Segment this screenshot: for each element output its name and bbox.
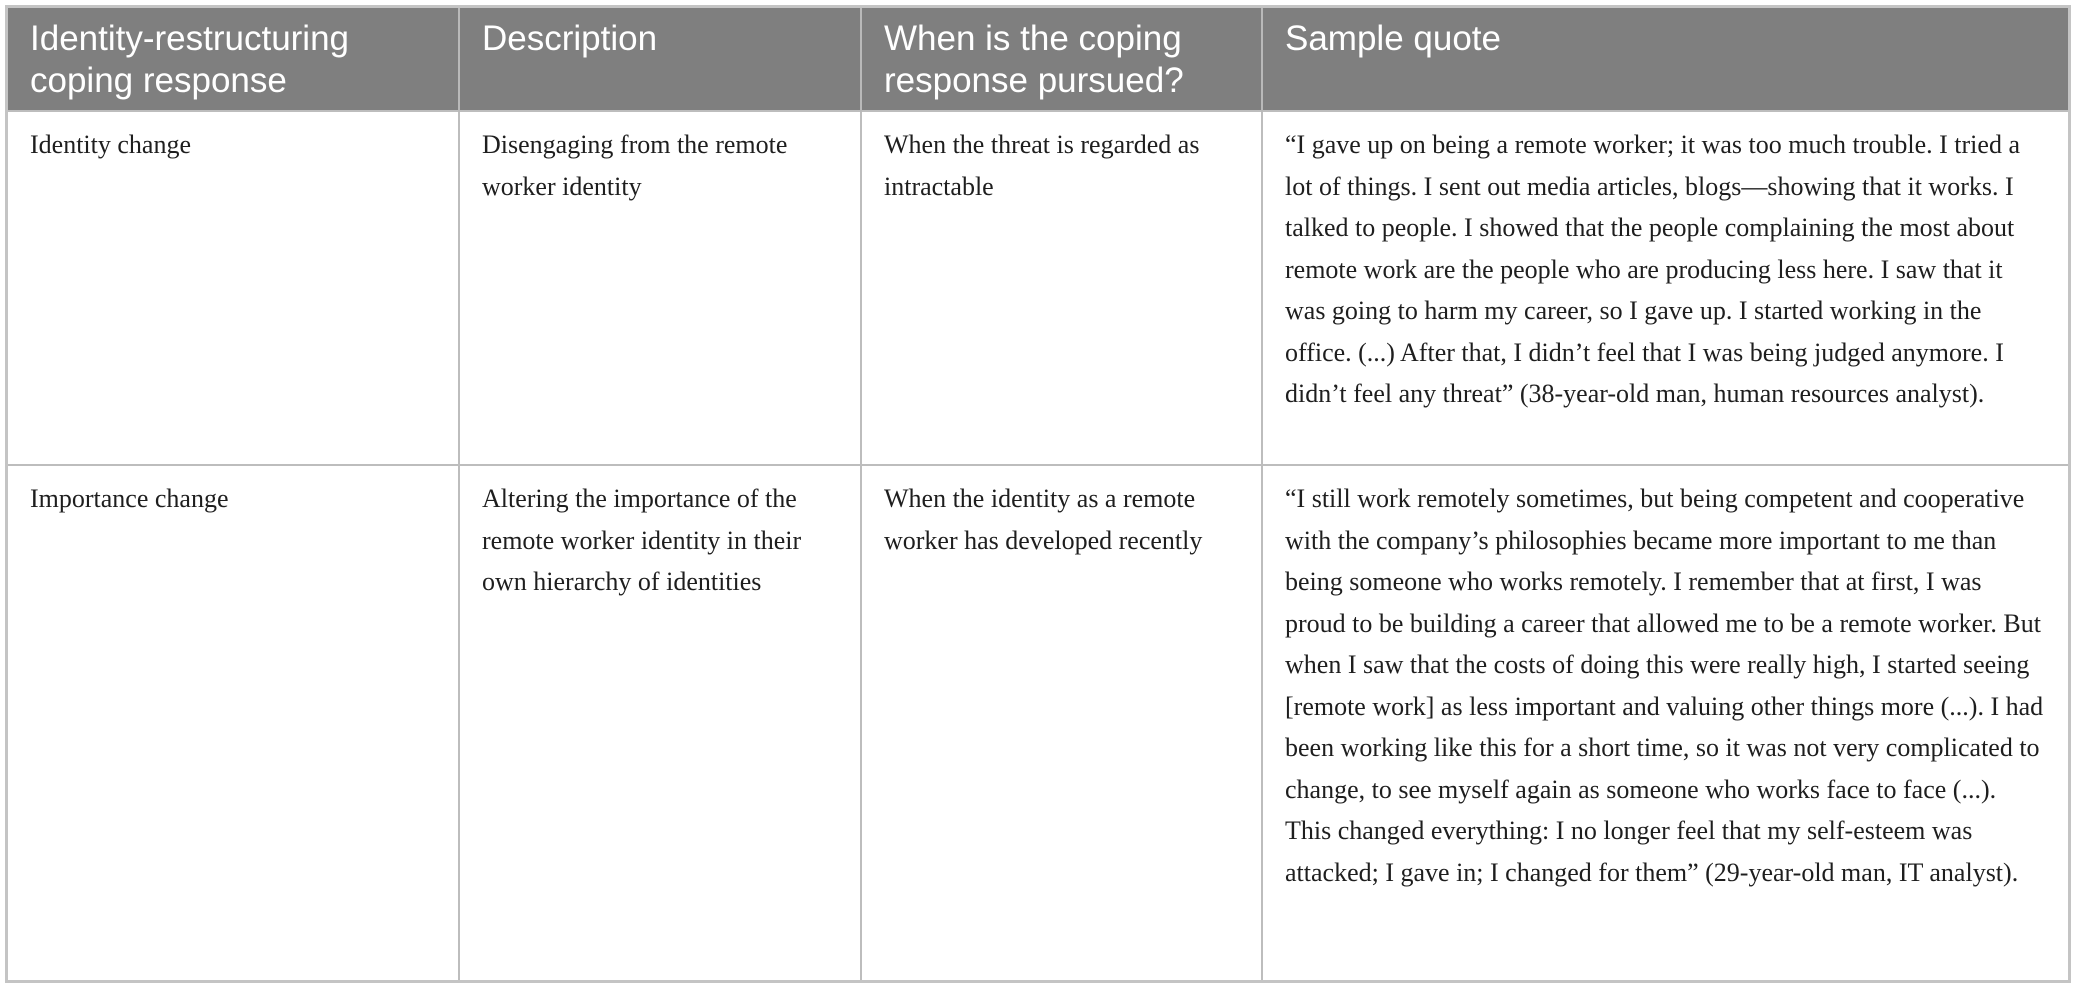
cell-when: When the threat is regarded as intractable xyxy=(861,111,1262,465)
table-header xyxy=(8,8,2068,111)
cell-when: When the identity as a remote worker has developed recently xyxy=(861,465,1262,980)
header-sample-quote: Sample quote xyxy=(1262,8,2068,111)
cell-quote: “I gave up on being a remote worker; it was too much trouble. I tried a lot of things. I sent out media articles, blogs—showing that it works. I talked to people. I showed that the people complaining the most about remote work are the people who are producing less here. I saw that it was going to harm my career, so I gave up. I started working in the office. (...) After that, I didn’t feel that I was being judged anymore. I didn’t feel any threat” (38-year-old man, human resources analyst). xyxy=(1262,111,2068,465)
header-row xyxy=(8,8,2068,111)
cell-response: Identity change xyxy=(8,111,459,465)
header-when-pursued: When is the coping response pursued? xyxy=(861,8,1262,111)
table-body xyxy=(8,111,2068,980)
cell-response: Importance change xyxy=(8,465,459,980)
table xyxy=(8,8,2068,980)
coping-responses-table xyxy=(5,5,2071,983)
table-row xyxy=(8,465,2068,980)
cell-description: Disengaging from the remote worker identity xyxy=(459,111,861,465)
header-coping-response: Identity-restructuring coping response xyxy=(8,8,459,111)
cell-quote: “I still work remotely sometimes, but being competent and cooperative with the company’s philosophies became more important to me than being someone who works remotely. I remember that at first, I was proud to be building a career that allowed me to be a remote worker. But when I saw that the costs of doing this were really high, I started seeing [remote work] as less important and valuing other things more (...). I had been working like this for a short time, so it was not very complicated to change, to see myself again as someone who works face to face (...). This changed everything: I no longer feel that my self-esteem was attacked; I gave in; I changed for them” (29-year-old man, IT analyst). xyxy=(1262,465,2068,980)
table-row xyxy=(8,111,2068,465)
header-description: Description xyxy=(459,8,861,111)
cell-description: Altering the importance of the remote worker identity in their own hierarchy of identities xyxy=(459,465,861,980)
